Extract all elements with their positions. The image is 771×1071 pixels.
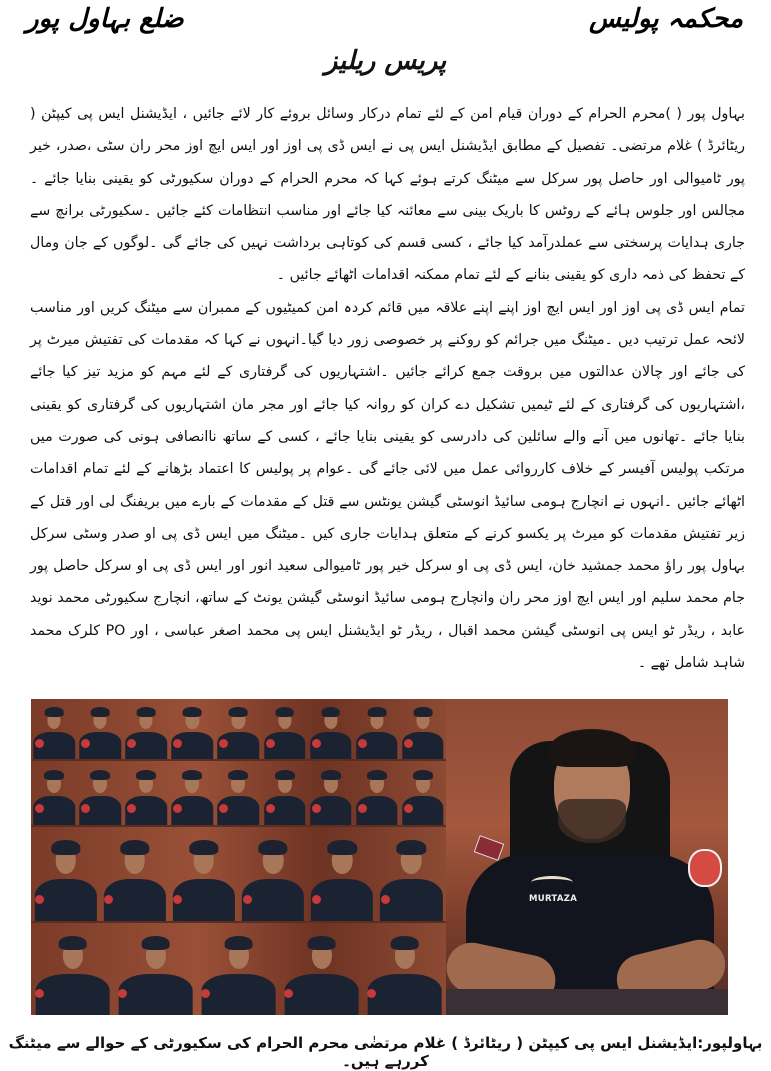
officer-figure bbox=[363, 923, 446, 1015]
officer-figure bbox=[169, 761, 215, 825]
body-paragraph: تمام ایس ڈی پی اوز اور ایس ایچ اوز اپنے اپنے علاقہ میں قائم کردہ امن کمیٹیوں کے ممبران سے میٹنگ کریں اور مناسب لائحہ عمل ترتیب دیں ۔میٹنگ میں جرائم کو روکنے پر خصوصی زور دیا گیا۔انہوں نے کہا کہ مقدمات کی تفتیش میرٹ پر کی جائے اور چالان عدالتوں میں بروقت جمع کرائے جائیں ۔اشتہاریوں کی گرفتاری کے لئے مہم کو مزید تیز کیا جائے ،اشتہاریوں کی گرفتاری کے لئے ٹیمیں تشکیل دے کران کو روانہ کیا جائے اور مجر مان اشتہاریوں کی گرفتاری کو یقینی بنایا جائے ۔تھانوں میں آنے والے سائلین کی دادرسی کو یقینی بنایا جائے ، کسی کے ساتھ ناانصافی ہونی کی صورت میں مرتکب پولیس آفیسر کے خلاف کارروائی عمل میں لائی جائے گی ۔عوام پر پولیس کا اعتماد بڑھانے کے لئے تمام اقدامات اٹھائے جائیں ۔انہوں نے انچارج ہومی سائیڈ انوسٹی گیشن یونٹس سے قتل کے مقدمات کے بارے میں بریفنگ لی اور قتل کے زیر تفتیش مقدمات کو میرٹ پر یکسو کرنے کے متعلق ہدایات جاری کیں ۔میٹنگ میں ایس ڈی پی او صدر وسٹی سرکل بہاول پور راؤ محمد جمشید خان، ایس ڈی پی او سرکل خیر پور ٹامیوالی سعید انور اور ایس ڈی پی او سرکل حاصل پور جام محمد سلیم اور ایس ایچ اوز محر ران وانچارج ہومی سائیڈ انوسٹی گیشن یونٹ کے ساتھ، انچارج سکیورٹی محمد نوید عابد ، ریڈر ٹو ایس پی انوسٹی گیشن محمد اقبال ، ریڈر ٹو ایڈیشنل ایس پی محمد اصغر عباسی ، اور PO کلرک محمد شاہد شامل تھے ۔ bbox=[30, 299, 745, 672]
beard bbox=[558, 799, 626, 843]
officer-figure bbox=[169, 827, 238, 921]
name-tag: MURTAZA bbox=[529, 894, 578, 904]
officer-figure bbox=[197, 923, 280, 1015]
photo-caption: بہاولپور:ایڈیشنل ایس پی کیپٹن ( ریٹائرڈ ) غلام مرتضٰی محرم الحرام کی سکیورٹی کے حوالے سے میٹنگ کررہے ہیں۔ bbox=[8, 1034, 763, 1070]
wings-badge-icon bbox=[531, 876, 573, 889]
collage-row bbox=[31, 699, 446, 759]
arm-patch-icon bbox=[474, 835, 505, 861]
press-release-title: پریس ریلیز bbox=[324, 46, 447, 76]
officer-figure bbox=[239, 827, 308, 921]
officer-figure bbox=[77, 699, 123, 759]
officer-figure bbox=[100, 827, 169, 921]
officer-figure bbox=[400, 699, 446, 759]
press-photos bbox=[31, 699, 728, 1015]
press-release-body bbox=[30, 98, 745, 679]
police-emblem-icon bbox=[688, 849, 722, 887]
officer-figure bbox=[31, 699, 77, 759]
desk bbox=[446, 989, 728, 1015]
officer-figure bbox=[308, 699, 354, 759]
officer-figure bbox=[215, 699, 261, 759]
officer-figure bbox=[215, 761, 261, 825]
officer-figure bbox=[77, 761, 123, 825]
officer-figure bbox=[280, 923, 363, 1015]
officer-figure bbox=[31, 923, 114, 1015]
officer-figure bbox=[123, 761, 169, 825]
officer-figure bbox=[354, 699, 400, 759]
officer-figure bbox=[308, 827, 377, 921]
hair bbox=[550, 729, 634, 767]
officer-figure bbox=[308, 761, 354, 825]
district-heading: ضلع بہاول پور bbox=[26, 4, 184, 34]
meeting-collage-image bbox=[31, 699, 446, 1015]
officer-figure bbox=[169, 699, 215, 759]
officer-figure bbox=[262, 761, 308, 825]
officer-portrait-image bbox=[446, 699, 728, 1015]
officer-figure bbox=[31, 761, 77, 825]
officer-figure bbox=[123, 699, 169, 759]
officer-figure bbox=[262, 699, 308, 759]
officer-figure bbox=[31, 827, 100, 921]
officer-figure bbox=[400, 761, 446, 825]
department-heading: محکمہ پولیس bbox=[589, 4, 743, 34]
body-paragraph: بہاول پور ( )محرم الحرام کے دوران قیام امن کے لئے تمام درکار وسائل بروئے کار لائے جائیں ، ایڈیشنل ایس پی کیپٹن ( ریٹائرڈ ) غلام مرتضی۔ تفصیل کے مطابق ایڈیشنل ایس پی نے ایس ڈی پی اوز اور ایس ایچ اوز محر ران سٹی ،صدر، خیر پور ٹامیوالی اور حاصل پور سرکل سے میٹنگ کرتے ہوئے کہا کہ محرم الحرام کے دوران سکیورٹی کو یقینی بنایا جائے ۔مجالس اور جلوس ہائے کے روٹس کا باریک بینی سے معائنہ کیا جائے اور مناسب انتظامات کئے جائیں ۔سکیورٹی برانچ سے جاری ہدایات پرسختی سے عملدرآمد کیا جائے ، کسی قسم کی کوتاہی برداشت نہیں کی جائے گی ۔لوگوں کے جان ومال کے تحفظ کی ذمہ داری کو یقینی بنانے کے لئے تمام ممکنہ اقدامات اٹھائے جائیں ۔ bbox=[30, 106, 745, 284]
officer-figure bbox=[354, 761, 400, 825]
officer-figure bbox=[114, 923, 197, 1015]
collage-row bbox=[31, 923, 446, 1015]
collage-row bbox=[31, 827, 446, 921]
collage-row bbox=[31, 761, 446, 825]
officer-figure bbox=[377, 827, 446, 921]
